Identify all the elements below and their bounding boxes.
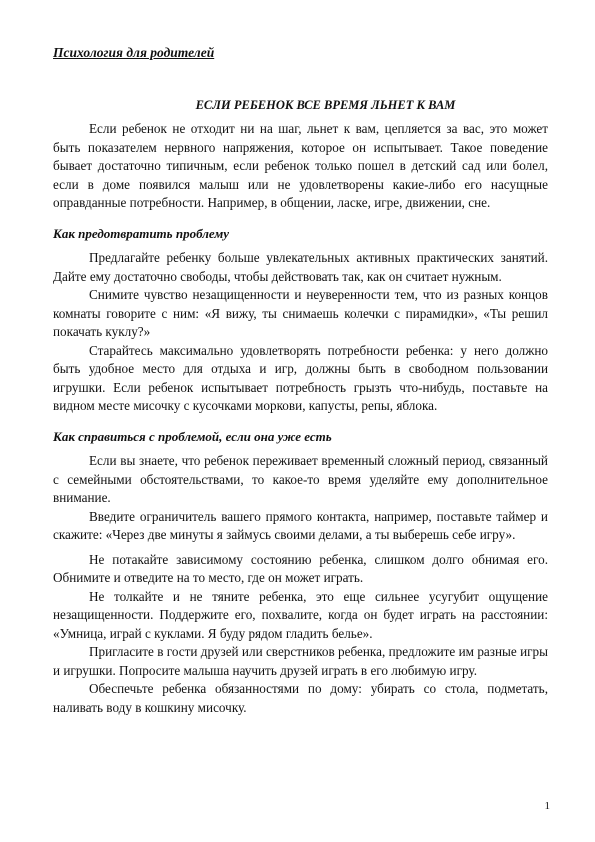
paragraph: Введите ограничитель вашего прямого контакта, например, поставьте таймер и скажите: «Через две минуты я займусь своими делами, а ты выберешь себе игру». — [53, 508, 548, 542]
paragraph: Не толкайте и не тяните ребенка, это еще сильнее усугубит ощущение незащищенности. Поддержите его, похвалите, когда он будет играть на расстоянии: «Умница, играй с куклами. Я буду рядом гладить белье». — [53, 588, 548, 641]
article-body — [53, 120, 548, 717]
page-header: Психология для родителей — [53, 45, 215, 60]
paragraph: Обеспечьте ребенка обязанностями по дому: убирать со стола, подметать, наливать воду в кошкину мисочку. — [53, 681, 548, 715]
page-number: 1 — [544, 800, 550, 812]
intro-paragraph: Если ребенок не отходит ни на шаг, льнет к вам, цепляется за вас, это может быть показателем нервного напряжения, которое он испытывает. Такое поведение бывает достаточно типичным, если ребенок только пошел в детский сад или болел, если в доме появился малыш или не удовлетворены какие-либо его насущные оправданные потребности. Например, в общении, ласке, игре, движении, сне. — [53, 121, 548, 210]
paragraph: Если вы знаете, что ребенок переживает временный сложный период, связанный с семейными обстоятельствами, то какое-то время уделяйте ему дополнительное внимание. — [53, 453, 548, 505]
section-heading-prevent: Как предотвратить проблему — [53, 225, 230, 241]
paragraph: Снимите чувство незащищенности и неуверенности тем, что из разных концов комнаты говорите с ним: «Я вижу, ты снимаешь колечки с пирамидки», «Ты решил покачать куклу?» — [53, 287, 548, 339]
paragraph: Не потакайте зависимому состоянию ребенка, слишком долго обнимая его. Обнимите и отведите на то место, где он может играть. — [53, 551, 548, 585]
paragraph: Старайтесь максимально удовлетворять потребности ребенка: у него должно быть удобное место для отдыха и игр, должны быть в свободном пользовании игрушки. Если ребенок испытывает потребность грызть что-нибудь, поставьте на видном месте мисочку с кусочками моркови, капусты, репы, яблока. — [53, 342, 548, 413]
paragraph: Предлагайте ребенку больше увлекательных активных практических занятий. Дайте ему достаточно свободы, чтобы действовать так, как он считает нужным. — [53, 250, 548, 284]
section-heading-cope: Как справиться с проблемой, если она уже есть — [53, 428, 332, 444]
paragraph: Пригласите в гости друзей или сверстников ребенка, предложите им разные игры и игрушки. Попросите малыша научить друзей играть в его любимую игру. — [53, 644, 548, 678]
article-title: ЕСЛИ РЕБЕНОК ВСЕ ВРЕМЯ ЛЬНЕТ К ВАМ — [195, 98, 456, 112]
